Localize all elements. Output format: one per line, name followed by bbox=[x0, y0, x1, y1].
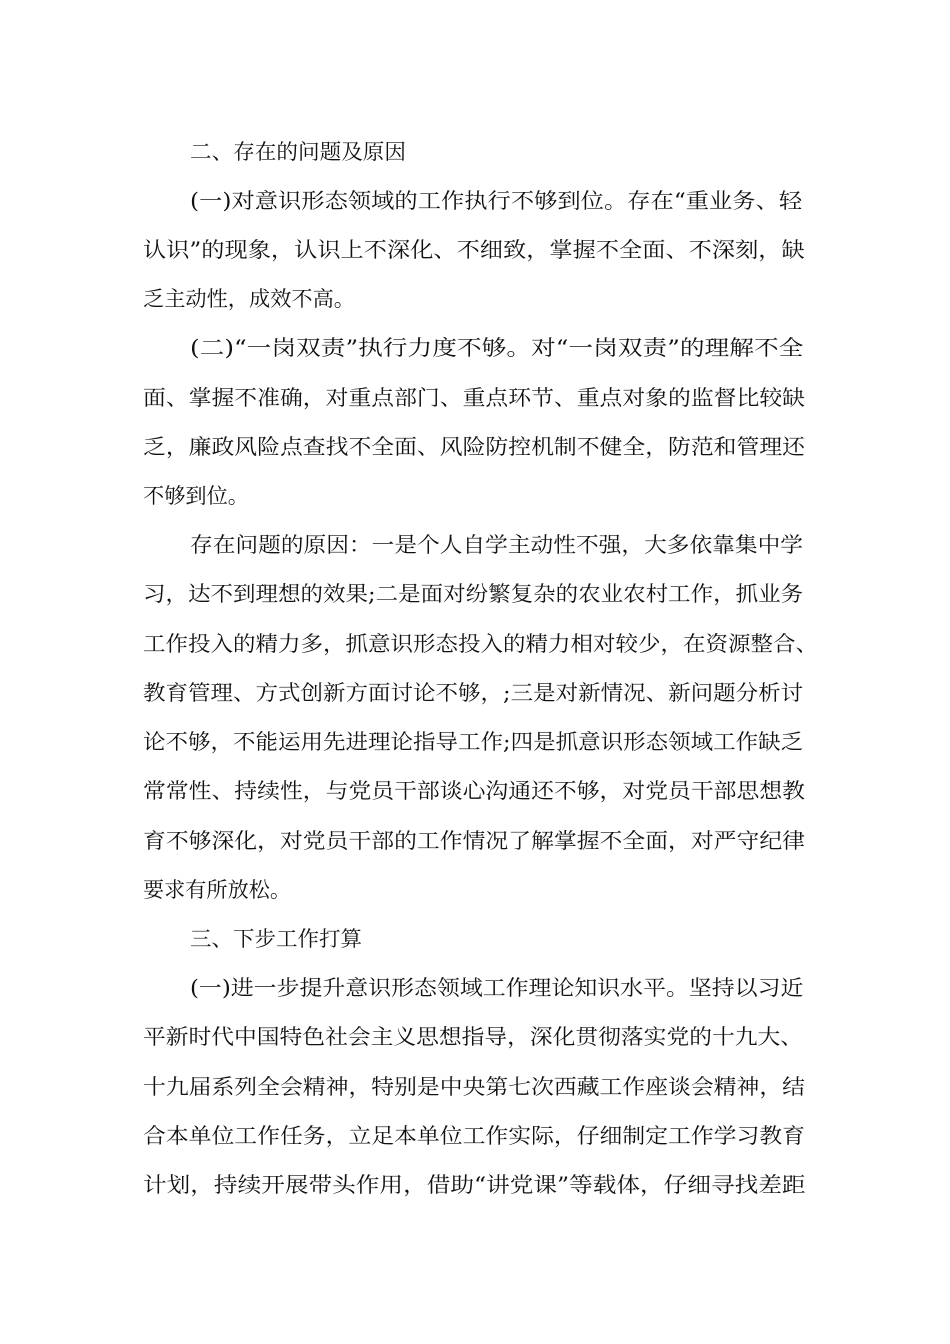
paragraph-line: 计划，持续开展带头作用，借助“讲党课”等载体，仔细寻找差距 bbox=[143, 1173, 806, 1197]
paragraph-line: 工作投入的精力多，抓意识形态投入的精力相对较少，在资源整合、 bbox=[143, 632, 818, 656]
paragraph-line: (一)对意识形态领域的工作执行不够到位。存在“重业务、轻 bbox=[190, 189, 803, 213]
paragraph-line: 习，达不到理想的效果;二是面对纷繁复杂的农业农村工作，抓业务 bbox=[143, 582, 804, 606]
paragraph-line: 十九届系列全会精神，特别是中央第七次西藏工作座谈会精神，结 bbox=[143, 1075, 805, 1099]
section-heading-next-steps: 三、下步工作打算 bbox=[190, 927, 362, 951]
paragraph-line: (二)“一岗双责”执行力度不够。对“一岗双责”的理解不全 bbox=[190, 336, 804, 360]
paragraph-line: 认识”的现象，认识上不深化、不细致，掌握不全面、不深刻，缺 bbox=[143, 238, 805, 262]
paragraph-line: 乏，廉政风险点查找不全面、风险防控机制不健全，防范和管理还 bbox=[143, 435, 805, 459]
paragraph-line: 育不够深化，对党员干部的工作情况了解掌握不全面，对严守纪律 bbox=[143, 829, 805, 853]
paragraph-line: 合本单位工作任务，立足本单位工作实际，仔细制定工作学习教育 bbox=[143, 1124, 805, 1148]
section-heading-problems: 二、存在的问题及原因 bbox=[190, 140, 406, 164]
paragraph-line: 教育管理、方式创新方面讨论不够，;三是对新情况、新问题分析讨 bbox=[143, 681, 804, 705]
paragraph-line: 存在问题的原因：一是个人自学主动性不强，大多依靠集中学 bbox=[190, 533, 803, 557]
paragraph-line: (一)进一步提升意识形态领域工作理论知识水平。坚持以习近 bbox=[190, 976, 804, 1000]
paragraph-line: 不够到位。 bbox=[143, 484, 249, 508]
paragraph-line: 要求有所放松。 bbox=[143, 878, 291, 902]
paragraph-line: 常常性、持续性，与党员干部谈心沟通还不够，对党员干部思想教 bbox=[143, 779, 805, 803]
paragraph-line: 论不够，不能运用先进理论指导工作;四是抓意识形态领域工作缺乏 bbox=[143, 730, 804, 754]
paragraph-line: 面、掌握不准确，对重点部门、重点环节、重点对象的监督比较缺 bbox=[143, 386, 805, 410]
paragraph-line: 平新时代中国特色社会主义思想指导，深化贯彻落实党的十九大、 bbox=[143, 1025, 803, 1049]
paragraph-line: 乏主动性，成效不高。 bbox=[143, 287, 355, 311]
